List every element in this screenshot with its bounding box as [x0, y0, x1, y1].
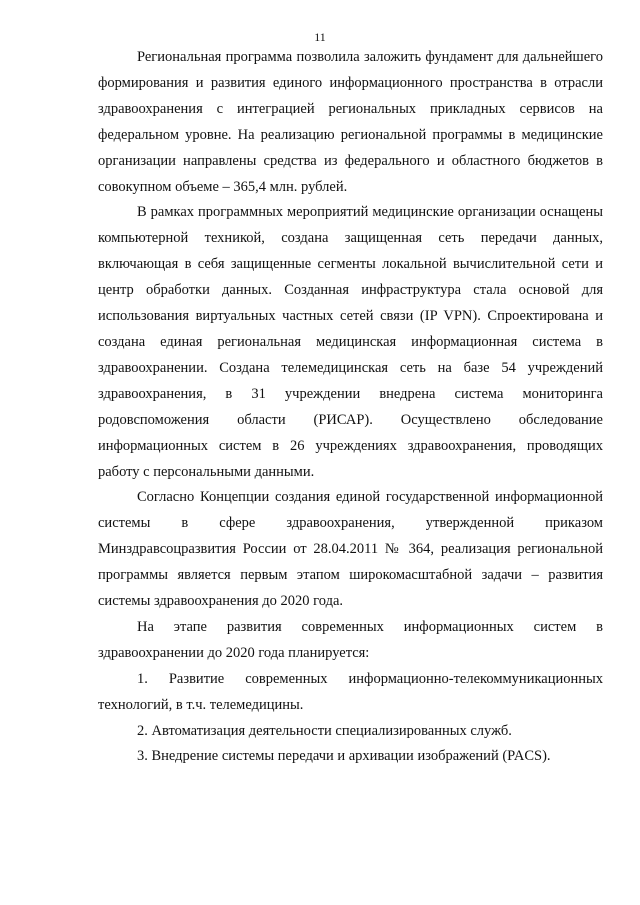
list-item-number: 2. [137, 722, 148, 739]
list-item-number: 3. [137, 748, 148, 765]
page-body [98, 45, 603, 770]
paragraph: В рамках программных мероприятий медицинские организации оснащены компьютерной техникой, создана защищенная сеть передачи данных, включающая в себя защищенные сегменты локальной вычислительной сети и центр обработки данных. Созданная инфраструктура стала основой для использования виртуальных частных сетей связи (IP VPN). Спроектирована и создана единая региональная медицинская информационная система в здравоохранении. Создана телемедицинская сеть на базе 54 учреждений здравоохранения, в 31 учреждении внедрена система мониторинга родовспоможения области (РИСАР). Осуществлено обследование информационных систем в 26 учреждениях здравоохранения, проводящих работу с персональными данными. [98, 204, 603, 480]
page-number: 11 [314, 30, 326, 44]
plan-list [98, 667, 603, 771]
paragraph: Согласно Концепции создания единой государственной информационной системы в сфере здравоохранения, утвержденной приказом Минздравсоцразвития России от 28.04.2011 № 364, реализация региональной программы является первым этапом широкомасштабной задачи – развития системы здравоохранения до 2020 года. [98, 489, 603, 610]
paragraph: На этапе развития современных информационных систем в здравоохранении до 2020 года планируется: [98, 618, 603, 661]
list-item [98, 719, 603, 745]
list-item [98, 744, 603, 770]
list-item-number: 1. [137, 670, 148, 687]
list-item [98, 667, 603, 719]
list-item-text: Развитие современных информационно-телекоммуникационных технологий, в т.ч. телемедицины. [98, 670, 603, 713]
list-item-text: Внедрение системы передачи и архивации изображений (PACS). [151, 748, 551, 765]
paragraph: Региональная программа позволила заложить фундамент для дальнейшего формирования и развития единого информационного пространства в отрасли здравоохранения с интеграцией региональных прикладных сервисов на федеральном уровне. На реализацию региональной программы в медицинские организации направлены средства из федерального и областного бюджетов в совокупном объеме – 365,4 млн. рублей. [98, 49, 603, 195]
list-item-text: Автоматизация деятельности специализированных служб. [151, 722, 512, 739]
